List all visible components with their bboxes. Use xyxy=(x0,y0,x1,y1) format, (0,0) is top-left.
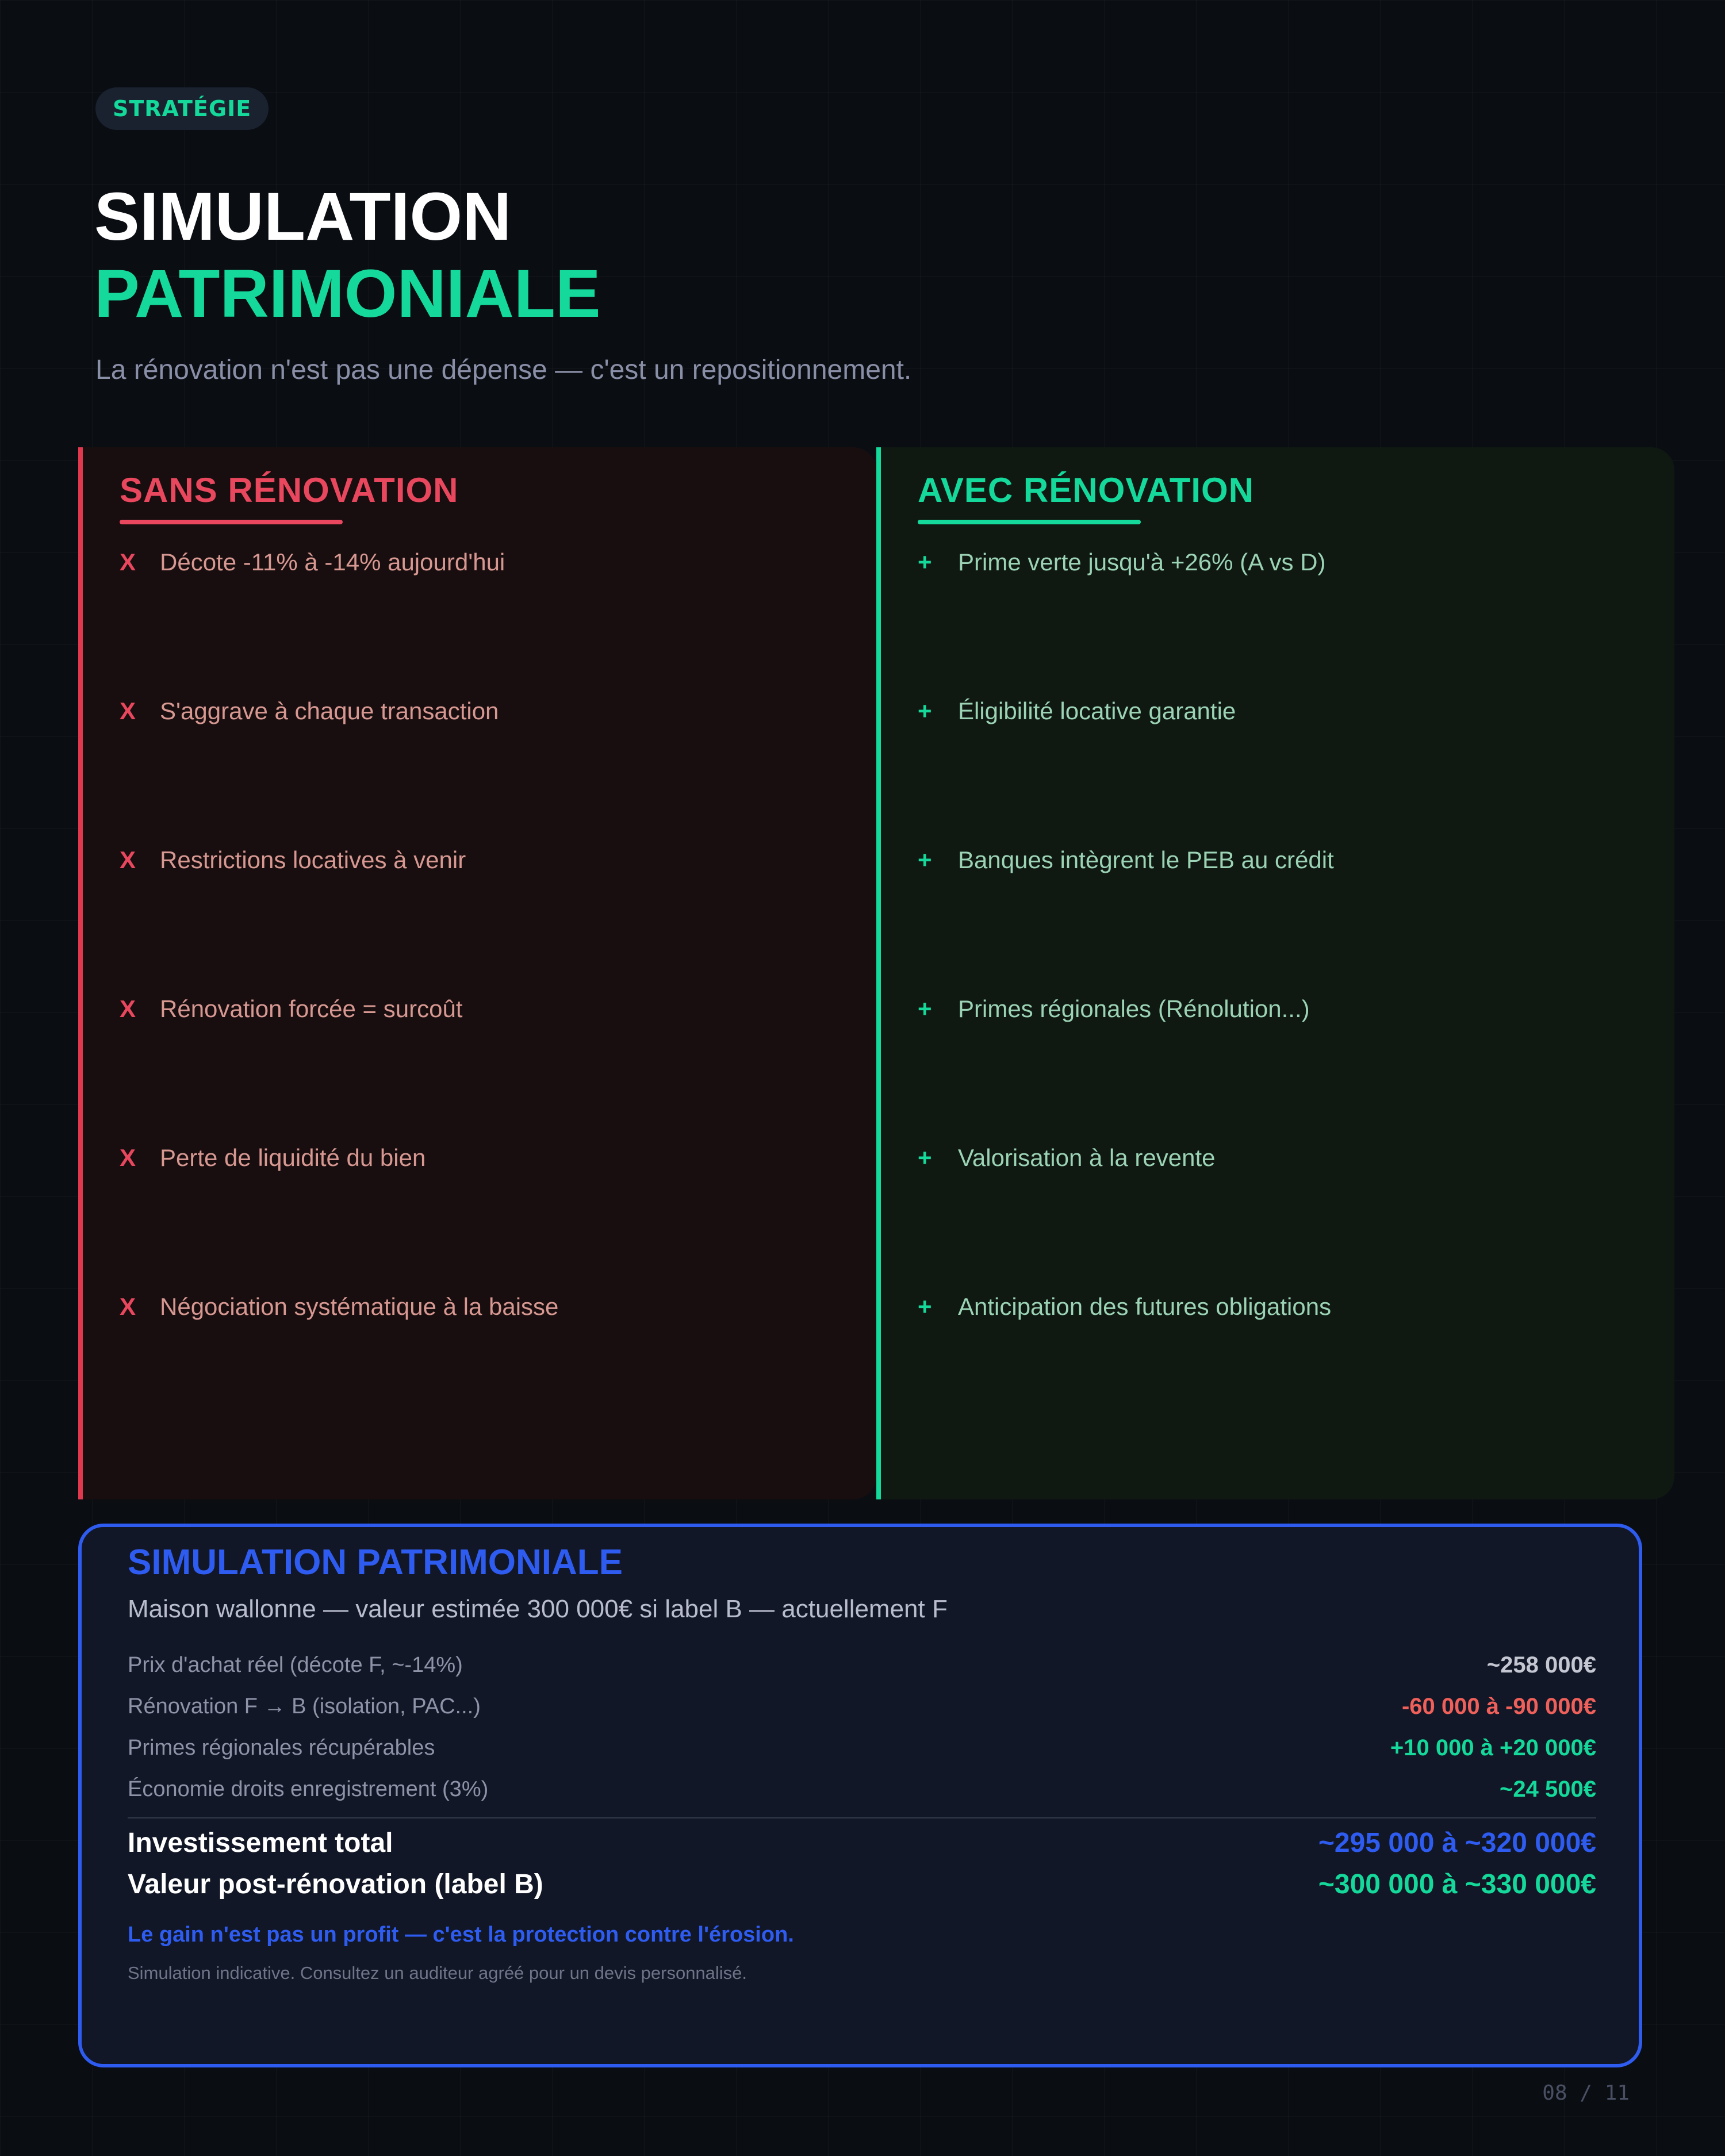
page-title-line2: PATRIMONIALE xyxy=(94,256,601,332)
plus-icon: + xyxy=(918,1144,932,1171)
list-item xyxy=(120,1291,558,1440)
list-item xyxy=(120,1142,558,1291)
list-item-text: Perte de liquidité du bien xyxy=(160,1144,426,1171)
list-item xyxy=(120,695,558,844)
simulation-note: Le gain n'est pas un profit — c'est la protection contre l'érosion. xyxy=(128,1923,794,1947)
benefit-list xyxy=(918,546,1334,1440)
table-row xyxy=(128,1727,1596,1768)
cross-icon: X xyxy=(120,995,136,1022)
cross-icon: X xyxy=(120,846,136,873)
page-title-line1: SIMULATION xyxy=(94,179,512,255)
panel-heading: SANS RÉNOVATION xyxy=(120,471,459,509)
list-item xyxy=(918,546,1334,695)
plus-icon: + xyxy=(918,1293,932,1320)
total-value: ~295 000 à ~320 000€ xyxy=(1318,1827,1596,1858)
list-item-text: Primes régionales (Rénolution...) xyxy=(958,995,1310,1022)
table-row xyxy=(128,1768,1596,1810)
list-item xyxy=(120,546,558,695)
list-item xyxy=(918,993,1334,1142)
plus-icon: + xyxy=(918,995,932,1022)
total-label: Valeur post-rénovation (label B) xyxy=(128,1869,543,1900)
list-item-text: Restrictions locatives à venir xyxy=(160,846,466,873)
total-value: ~300 000 à ~330 000€ xyxy=(1318,1869,1596,1900)
heading-underline xyxy=(120,520,343,524)
list-item xyxy=(120,993,558,1142)
row-value: ~24 500€ xyxy=(1500,1776,1596,1802)
list-item-text: Valorisation à la revente xyxy=(958,1144,1216,1171)
list-item xyxy=(918,1291,1334,1440)
plus-icon: + xyxy=(918,697,932,724)
cross-icon: X xyxy=(120,1293,136,1320)
row-value: +10 000 à +20 000€ xyxy=(1390,1735,1596,1760)
list-item xyxy=(918,844,1334,993)
list-item-text: Éligibilité locative garantie xyxy=(958,697,1236,724)
cross-icon: X xyxy=(120,1144,136,1171)
list-item-text: Décote -11% à -14% aujourd'hui xyxy=(160,548,505,576)
table-divider xyxy=(128,1817,1596,1819)
list-item-text: Anticipation des futures obligations xyxy=(958,1293,1332,1320)
row-value: ~258 000€ xyxy=(1486,1652,1596,1678)
row-value: -60 000 à -90 000€ xyxy=(1401,1693,1596,1719)
row-label: Primes régionales récupérables xyxy=(128,1735,435,1760)
list-item xyxy=(120,844,558,993)
total-label: Investissement total xyxy=(128,1827,393,1858)
simulation-card xyxy=(78,1524,1642,2067)
cross-icon: X xyxy=(120,697,136,724)
list-item-text: S'aggrave à chaque transaction xyxy=(160,697,499,724)
simulation-table xyxy=(128,1644,1596,1905)
plus-icon: + xyxy=(918,846,932,873)
simulation-disclaimer: Simulation indicative. Consultez un auditeur agréé pour un devis personnalisé. xyxy=(128,1963,747,1983)
simulation-description: Maison wallonne — valeur estimée 300 000€ si label B — actuellement F xyxy=(128,1595,948,1623)
total-row xyxy=(128,1822,1596,1863)
list-item-text: Négociation systématique à la baisse xyxy=(160,1293,559,1320)
list-item-text: Prime verte jusqu'à +26% (A vs D) xyxy=(958,548,1326,576)
list-item xyxy=(918,695,1334,844)
category-tag: STRATÉGIE xyxy=(95,87,269,130)
panel-with-renovation xyxy=(876,447,1674,1499)
page-subtitle: La rénovation n'est pas une dépense — c'est un repositionnement. xyxy=(95,355,912,385)
page-number: 08 / 11 xyxy=(1542,2081,1630,2105)
table-row xyxy=(128,1644,1596,1686)
panel-heading: AVEC RÉNOVATION xyxy=(918,471,1255,509)
simulation-heading: SIMULATION PATRIMONIALE xyxy=(128,1543,623,1582)
list-item-text: Banques intègrent le PEB au crédit xyxy=(958,846,1334,873)
table-row xyxy=(128,1686,1596,1727)
list-item xyxy=(918,1142,1334,1291)
plus-icon: + xyxy=(918,548,932,576)
list-item-text: Rénovation forcée = surcoût xyxy=(160,995,463,1022)
row-label: Prix d'achat réel (décote F, ~-14%) xyxy=(128,1652,463,1677)
page-title xyxy=(94,178,601,332)
row-label: Rénovation F → B (isolation, PAC...) xyxy=(128,1694,481,1718)
total-row xyxy=(128,1863,1596,1905)
drawback-list xyxy=(120,546,558,1440)
heading-underline xyxy=(918,520,1141,524)
cross-icon: X xyxy=(120,548,136,576)
panel-without-renovation xyxy=(78,447,876,1499)
row-label: Économie droits enregistrement (3%) xyxy=(128,1777,489,1801)
